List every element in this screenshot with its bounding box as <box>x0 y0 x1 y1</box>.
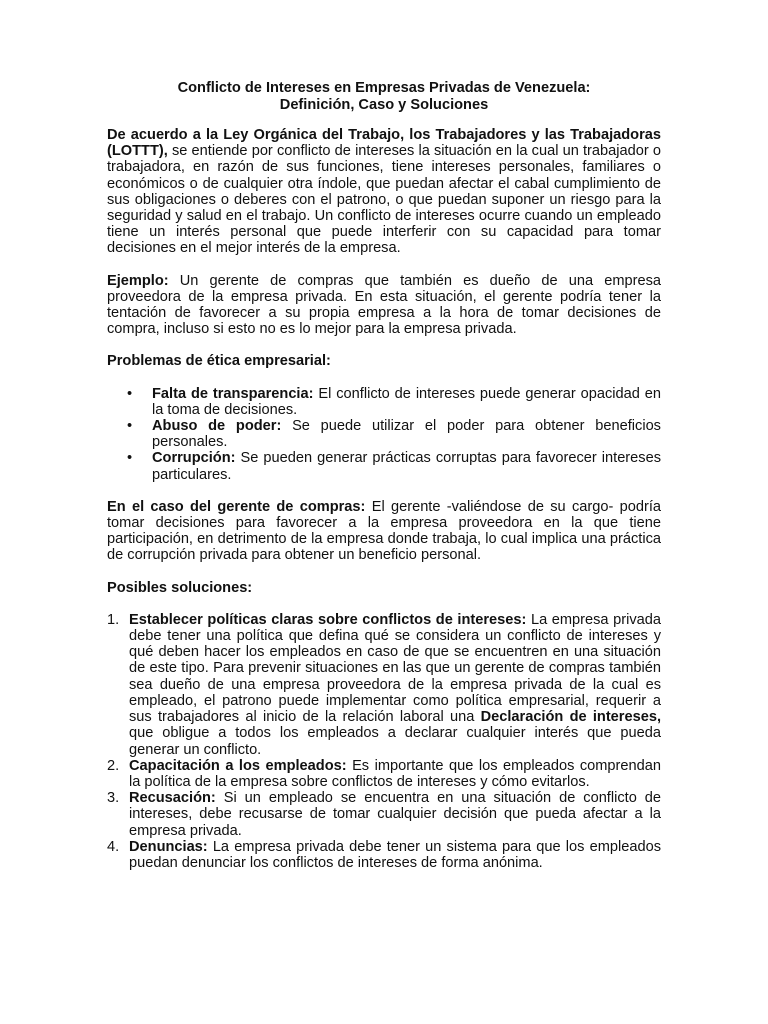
intro-bold-lead: De acuerdo a la Ley Orgánica del Trabajo, los Trabajadores y las Trabajadoras (LOTTT), <box>107 127 661 160</box>
solution-number: 4. <box>107 838 120 855</box>
solution-label: Capacitación a los empleados: <box>129 757 347 774</box>
solutions-heading: Posibles soluciones: <box>107 579 253 596</box>
solution-item <box>107 758 661 790</box>
document-page <box>107 80 661 871</box>
title-line-1: Conflicto de Intereses en Empresas Privadas de Venezuela: <box>177 80 591 96</box>
ethics-item-label: Falta de transparencia: <box>152 385 314 402</box>
solution-text: La empresa privada debe tener una política que defina qué se considera un conflicto de intereses y qué deben hacer los empleados en caso de que se encuentren en una situación de este tipo. Para prevenir situaciones en las que un gerente de compras también sea dueño de una empresa proveedora de la empresa privada de la cual es empleado, el patrono puede implementar como política empresarial, requerir a sus trabajadores al inicio de la relación laboral una <box>129 611 661 726</box>
document-title <box>107 80 661 113</box>
title-line-2: Definición, Caso y Soluciones <box>279 96 489 113</box>
ethics-item-label: Corrupción: <box>152 450 236 467</box>
case-label: En el caso del gerente de compras: <box>107 498 366 515</box>
bullet-icon: • <box>127 450 133 467</box>
intro-paragraph <box>107 127 661 257</box>
example-label: Ejemplo: <box>107 272 169 289</box>
example-paragraph <box>107 273 661 338</box>
solution-label: Recusación: <box>129 790 216 807</box>
solution-label: Denuncias: <box>129 838 208 855</box>
ethics-item-text: El conflicto de intereses puede generar opacidad en la toma de decisiones. <box>152 385 661 418</box>
bullet-icon: • <box>127 385 133 402</box>
solutions-list <box>107 612 661 871</box>
example-text: Un gerente de compras que también es dueño de una empresa proveedora de la empresa privada. En esta situación, el gerente podría tener la tentación de favorecer a su propia empresa a la hora de tomar decisiones de compra, incluso si esto no es lo mejor para la empresa privada. <box>107 272 661 338</box>
solution-text-continued: que obligue a todos los empleados a declarar cualquier interés que pueda generar un conflicto. <box>129 725 661 758</box>
ethics-item-text: Se pueden generar prácticas corruptas para favorecer intereses particulares. <box>152 450 661 483</box>
solution-text: La empresa privada debe tener un sistema para que los empleados puedan denunciar los conflictos de intereses de forma anónima. <box>129 838 661 871</box>
solution-number: 3. <box>107 790 120 807</box>
ethics-item <box>107 418 661 450</box>
ethics-item <box>107 386 661 418</box>
solution-text: Es importante que los empleados comprendan la política de la empresa sobre conflictos de intereses y cómo evitarlos. <box>129 757 661 790</box>
ethics-item-text: Se puede utilizar el poder para obtener beneficios personales. <box>152 418 661 451</box>
ethics-heading: Problemas de ética empresarial: <box>107 353 331 370</box>
bullet-icon: • <box>127 418 133 435</box>
ethics-list <box>107 386 661 483</box>
solution-inline-bold: Declaración de intereses, <box>480 709 661 726</box>
case-paragraph <box>107 499 661 564</box>
intro-text: se entiende por conflicto de intereses la situación en la cual un trabajador o trabajadora, en razón de sus funciones, tiene intereses personales, familiares o económicos o de cualquier otra índole, que puedan afectar el cabal cumplimiento de sus obligaciones o deberes con el patrono, o que puedan suponer un riesgo para la seguridad y salud en el trabajo. Un conflicto de intereses ocurre cuando un empleado tiene un interés personal que puede interferir con su capacidad para tomar decisiones en el mejor interés de la empresa. <box>107 143 661 257</box>
solution-item <box>107 839 661 871</box>
ethics-item-label: Abuso de poder: <box>152 418 282 435</box>
solution-number: 2. <box>107 757 120 774</box>
solution-text: Si un empleado se encuentra en una situación de conflicto de intereses, debe recusarse de tomar cualquier decisión que pueda afectar a la empresa privada. <box>129 790 661 839</box>
solution-number: 1. <box>107 611 120 628</box>
solution-item <box>107 790 661 839</box>
case-text: El gerente -valiéndose de su cargo- podría tomar decisiones para favorecer a la empresa proveedora en la que tiene participación, en detrimento de la empresa donde trabaja, lo cual implica una práctica de corrupción privada para obtener un beneficio personal. <box>107 498 661 564</box>
ethics-item <box>107 450 661 482</box>
solution-item <box>107 612 661 758</box>
solution-label: Establecer políticas claras sobre conflictos de intereses: <box>129 611 527 628</box>
